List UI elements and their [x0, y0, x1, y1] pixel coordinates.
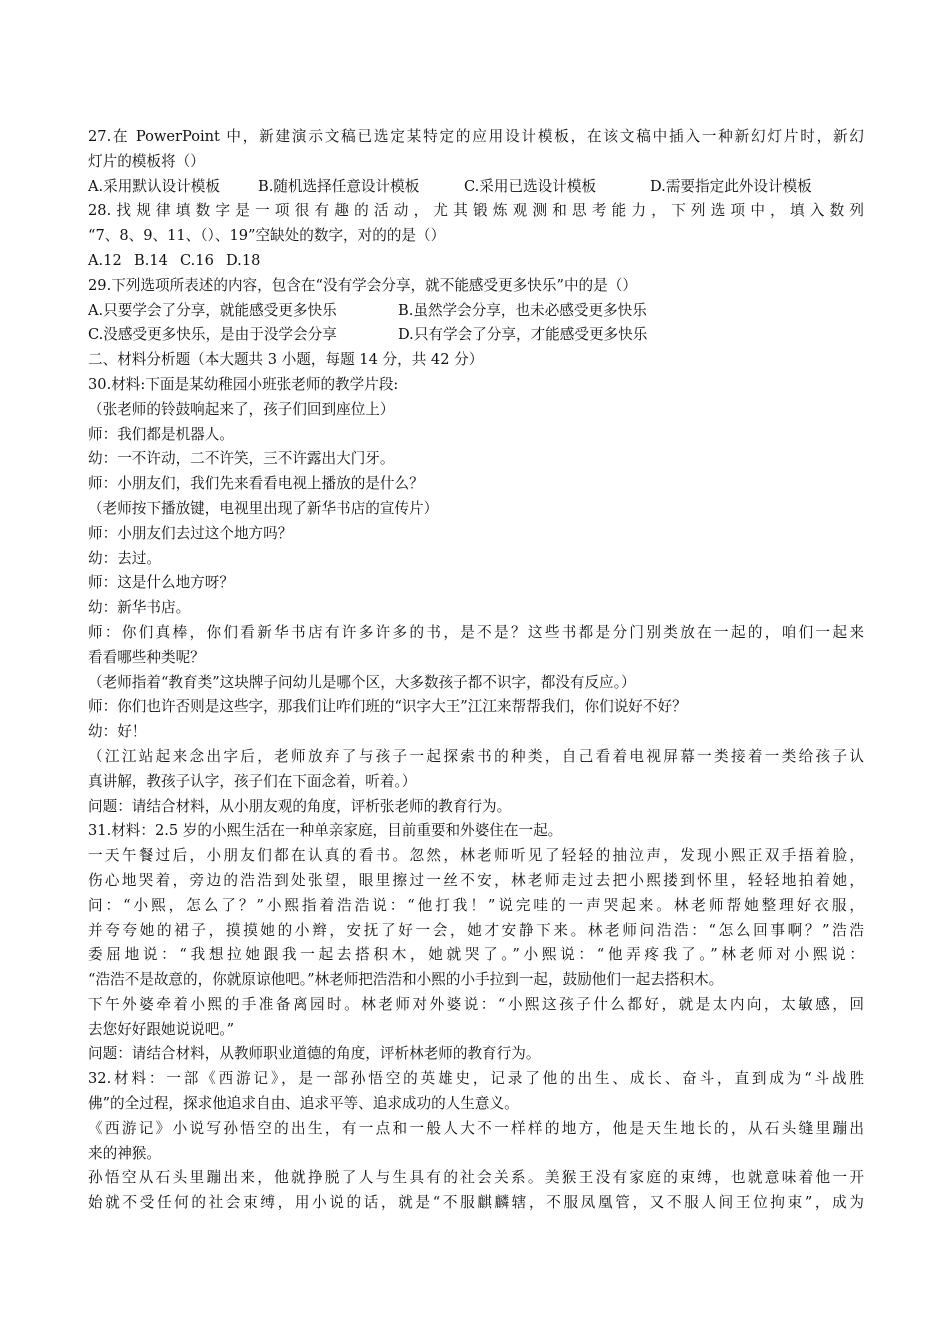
question-28-stem-line-2: “7、8、9、11、（）、19”空缺处的数字，对的的是（） [88, 227, 446, 245]
question-31-line: 去您好好跟她说说吧。” [88, 1020, 235, 1038]
question-31-line: 下午外婆牵着小熙的手准备离园时。林老师对外婆说：“小熙这孩子什么都好，就是太内向，太敏感，回 [88, 995, 864, 1013]
question-30-line: 看看哪些种类呢？ [88, 648, 205, 666]
question-30-line: 幼：去过。 [88, 549, 161, 567]
question-30-line: （老师指着“教育类”这块牌子问幼儿是哪个区，大多数孩子都不识字，都没有反应。） [88, 673, 636, 691]
option-a: A.采用默认设计模板 [88, 177, 220, 195]
option-d: D.18 [226, 251, 261, 269]
question-30-line: 师：我们都是机器人。 [88, 425, 234, 443]
question-28 [88, 199, 864, 273]
question-30-line: 幼：新华书店。 [88, 599, 191, 617]
option-c: C.采用已选设计模板 [464, 177, 597, 195]
question-32-line: 孙悟空从石头里蹦出来，他就挣脱了人与生具有的社会关系。美猴王没有家庭的束缚，也就意味着他一开 [88, 1169, 864, 1187]
question-29-stem: 29.下列选项所表述的内容，包含在“没有学会分享，就不能感受更多快乐”中的是（） [88, 276, 637, 294]
question-30-prompt: 问题：请结合材料，从小朋友观的角度，评析张老师的教育行为。 [88, 797, 512, 815]
question-29 [88, 274, 864, 348]
question-28-stem-line-1: 28.找规律填数字是一项很有趣的活动，尤其锻炼观测和思考能力，下列选项中，填入数列 [88, 202, 864, 220]
option-b: B.虽然学会分享，也未必感受更多快乐 [398, 301, 647, 319]
question-31-line: 并夸夸她的裙子，摸摸她的小辫，安抚了好一会，她才安静下来。林老师问浩浩：“怎么回事啊？”浩浩 [88, 921, 864, 939]
question-32 [88, 1067, 864, 1216]
question-27-options [88, 175, 864, 200]
question-30-line: 师：小朋友们去过这个地方吗？ [88, 524, 293, 542]
question-30-line: （老师按下播放键，电视里出现了新华书店的宣传片） [88, 499, 439, 517]
document-page [88, 125, 864, 1216]
question-29-options-row-2 [88, 323, 864, 348]
question-31-line: 委屈地说：“我想拉她跟我一起去搭积木，她就哭了。”小熙说：“他弄疼我了。”林老师对小熙说： [88, 946, 864, 964]
question-31-line: 31.材料：2.5 岁的小熙生活在一种单亲家庭，目前重要和外婆住在一起。 [88, 822, 563, 840]
question-30-line: （张老师的铃鼓响起来了，孩子们回到座位上） [88, 400, 395, 418]
question-31-line: “浩浩不是故意的，你就原谅他吧。”林老师把浩浩和小熙的小手拉到一起，鼓励他们一起去搭积木。 [88, 971, 724, 989]
question-32-line: 来的神猴。 [88, 1144, 161, 1162]
option-d: D.只有学会了分享，才能感受更多快乐 [398, 326, 648, 344]
question-31 [88, 819, 864, 1067]
question-27 [88, 125, 864, 199]
option-a: A.只要学会了分享，就能感受更多快乐 [88, 301, 337, 319]
option-d: D.需要指定此外设计模板 [650, 177, 812, 195]
option-c: C.没感受更多快乐，是由于没学会分享 [88, 326, 337, 344]
question-31-line: 伤心地哭着，旁边的浩浩到处张望，眼里擦过一丝不安，林老师走过去把小熙搂到怀里，轻轻地拍着她， [88, 871, 864, 889]
question-30-line: 师：这是什么地方呀？ [88, 574, 234, 592]
question-31-prompt: 问题：请结合材料，从教师职业道德的角度，评析林老师的教育行为。 [88, 1045, 541, 1063]
option-a: A.12 [88, 251, 122, 269]
question-30-line: 师：你们也许否则是这些字，那我们让咋们班的“识字大王”江江来帮帮我们，你们说好不好？ [88, 698, 687, 716]
option-c: C.16 [180, 251, 214, 269]
question-27-stem-line-1: 27.在 PowerPoint 中，新建演示文稿已选定某特定的应用设计模板，在该文稿中插入一种新幻灯片时，新幻 [88, 128, 864, 145]
question-30 [88, 373, 864, 819]
question-32-line: 佛”的全过程，探求他追求自由、追求平等、追求成功的人生意义。 [88, 1095, 519, 1113]
question-30-line: 幼：好！ [88, 723, 147, 741]
question-30-line: 师：小朋友们，我们先来看看电视上播放的是什么？ [88, 475, 424, 493]
question-31-line: 问：“小熙，怎么了？”小熙指着浩浩说：“他打我！”说完哇的一声哭起来。林老师帮她整理好衣服， [88, 896, 864, 914]
question-32-line: 32.材料：一部《西游记》，是一部孙悟空的英雄史，记录了他的出生、成长、奋斗，直到成为“斗战胜 [88, 1070, 864, 1088]
question-30-line: 30.材料:下面是某幼稚园小班张老师的教学片段: [88, 375, 399, 393]
section-heading: 二、材料分析题（本大题共 3 小题，每题 14 分，共 42 分） [88, 351, 484, 369]
question-30-line: 师：你们真棒，你们看新华书店有许多许多的书，是不是？这些书都是分门别类放在一起的，咱们一起来 [88, 623, 864, 641]
option-b: B.14 [134, 251, 168, 269]
question-27-stem-line-2: 灯片的模板将（） [88, 152, 205, 170]
question-30-line: 真讲解，教孩子认字，孩子们在下面念着，听着。） [88, 772, 417, 790]
question-29-options-row-1 [88, 299, 864, 324]
option-b: B.随机选择任意设计模板 [258, 177, 420, 195]
question-31-line: 一天午餐过后，小朋友们都在认真的看书。忽然，林老师听见了轻轻的抽泣声，发现小熙正双手捂着脸， [88, 847, 864, 865]
question-32-line: 始就不受任何的社会束缚，用小说的话，就是“不服麒麟辖，不服凤凰管，又不服人间王位拘束”，成为 [88, 1194, 864, 1212]
question-30-line: （江江站起来念出字后，老师放弃了与孩子一起探索书的种类，自己看着电视屏幕一类接着一类给孩子认 [88, 747, 864, 765]
question-32-line: 《西游记》小说写孙悟空的出生，有一点和一般人大不一样样的地方，他是天生地长的，从石头缝里蹦出 [88, 1119, 864, 1137]
question-30-line: 幼：一不许动，二不许笑，三不许露出大门牙。 [88, 450, 395, 468]
question-28-options [88, 249, 864, 274]
